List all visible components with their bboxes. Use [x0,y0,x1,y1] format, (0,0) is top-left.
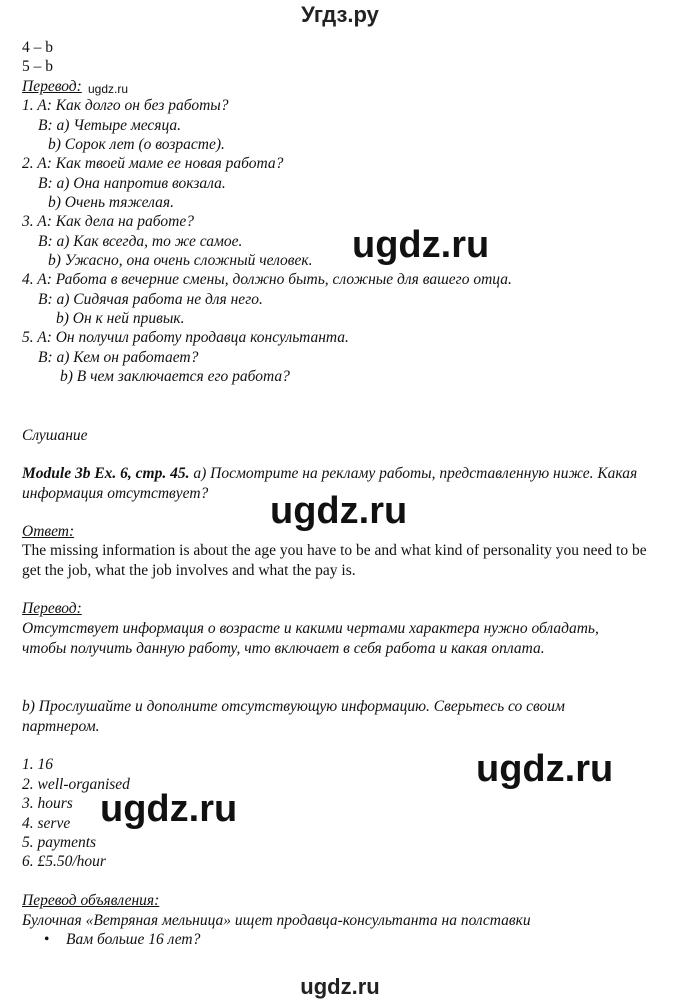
dialog-line: b) Сорок лет (о возрасте). [48,136,225,153]
dialog-line: 4. A: Работа в вечерние смены, должно быть, сложные для вашего отца. [22,271,512,288]
dialog-line: 1. A: Как долго он без работы? [22,97,229,114]
site-footer: ugdz.ru [300,974,380,999]
dialog-line: B: a) Она напротив вокзала. [38,175,226,192]
dialog-line: b) В чем заключается его работа? [60,368,290,385]
dialog-line: B: a) Сидячая работа не для него. [38,291,263,308]
watermark: ugdz.ru [476,748,614,790]
task-b: b) Прослушайте и дополните отсутствующую информацию. Сверьтесь со своим партнером. [22,698,565,735]
list-item: 2. well-organised [22,776,130,793]
dialog-line: b) Очень тяжелая. [48,194,174,211]
answer-heading: Ответ: [22,523,75,540]
dialog-line: B: a) Четыре месяца. [38,117,182,134]
answer-4: 4 – b [22,39,53,56]
dialog-line: B: a) Как всегда, то же самое. [38,233,243,250]
watermark: ugdz.ru [100,788,238,830]
section-listening: Слушание [22,427,88,444]
site-header: Угдз.ру [301,2,379,27]
bullet-icon: • [44,931,50,948]
ad-translation-intro: Булочная «Ветряная мельница» ищет продавца-консультанта на полставки [22,912,531,929]
dialog-line: 2. A: Как твоей маме ее новая работа? [22,155,284,172]
watermark: ugdz.ru [352,224,490,266]
list-item: 5. payments [22,834,97,851]
watermark: ugdz.ru [270,490,408,532]
exercise-task-a-text: a) Посмотрите на рекламу работы, представленную ниже. Какая информация отсутствует? [22,465,638,502]
ad-translation-heading: Перевод объявления: [22,892,160,909]
list-item: 1. 16 [22,756,53,773]
ad-bullet-item: Вам больше 16 лет? [66,931,201,948]
list-item: 3. hours [22,795,73,812]
answer-text: The missing information is about the age you have to be and what kind of personality you need to be get the job, what the job involves and what the pay is. [22,542,647,579]
list-item: 4. serve [22,815,71,832]
watermark-small: ugdz.ru [88,82,129,96]
dialog-line: B: a) Кем он работает? [38,349,199,366]
answer-5: 5 – b [22,58,53,75]
dialog-line: 5. A: Он получил работу продавца консультанта. [22,329,349,346]
exercise-ref: Module 3b Ex. 6, стр. 45. [22,465,190,482]
translation2-heading: Перевод: [22,600,82,617]
translation2-text: Отсутствует информация о возрасте и какими чертами характера нужно обладать, чтобы получить данную работу, что включает в себя работа и какая оплата. [22,620,599,657]
dialog-line: 3. A: Как дела на работе? [22,213,194,230]
list-item: 6. £5.50/hour [22,853,106,870]
dialog-line: b) Он к ней привык. [56,310,185,327]
dialog-line: b) Ужасно, она очень сложный человек. [48,252,313,269]
translation-heading: Перевод: [22,78,82,95]
